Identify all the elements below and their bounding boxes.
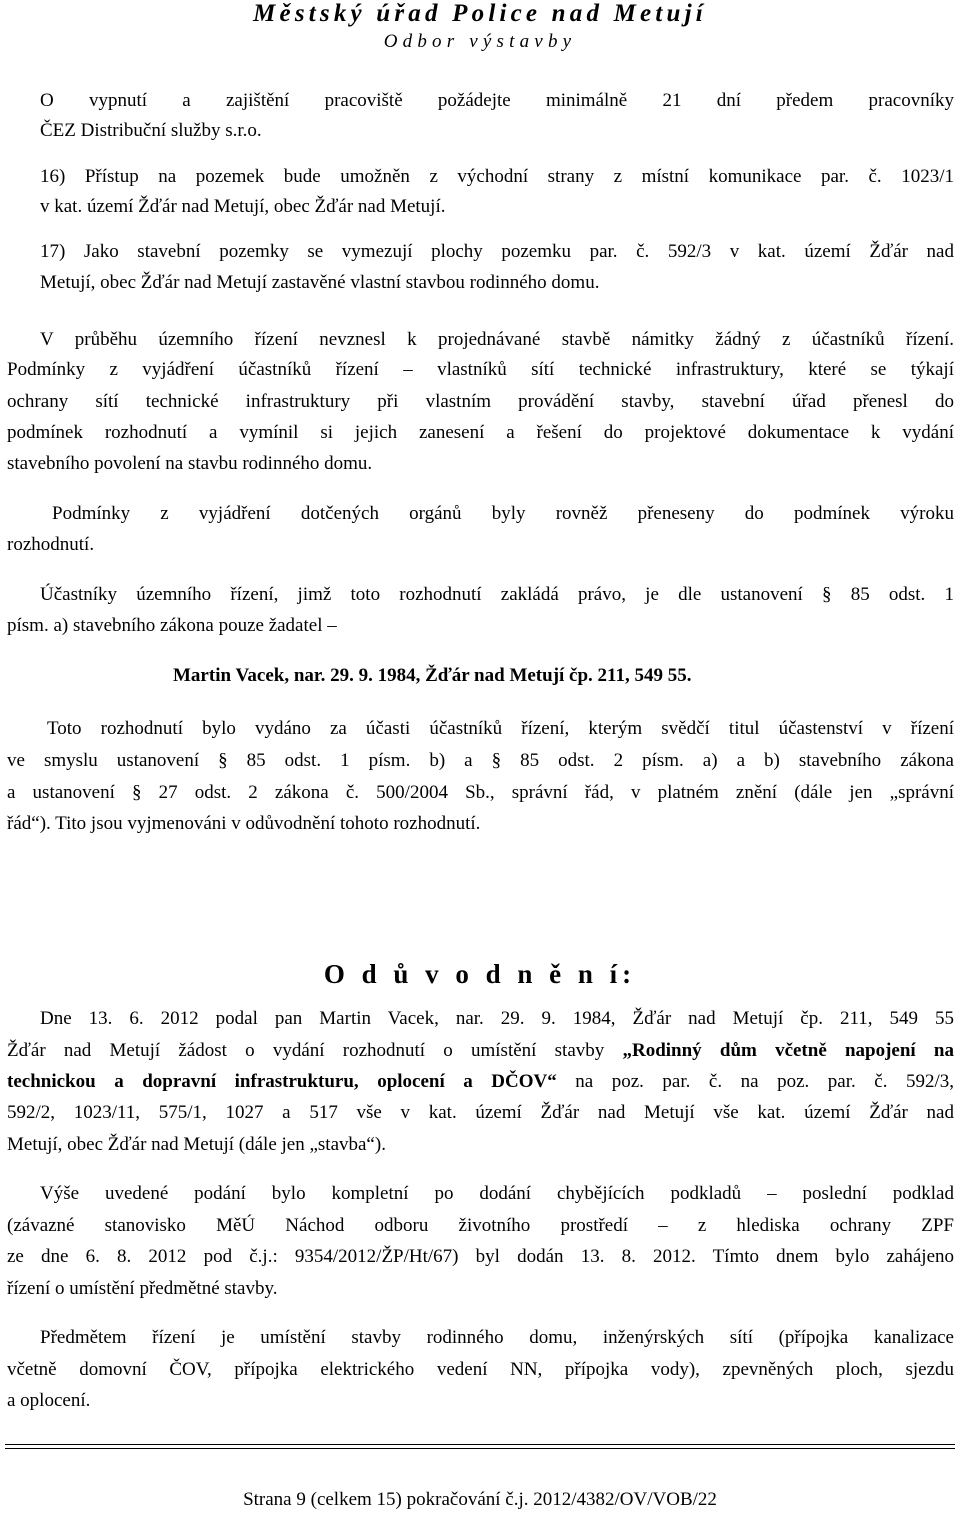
text-line xyxy=(7,1070,954,1094)
text-line: Podmínky z vyjádření dotčených orgánů byly rovněž přeneseny do podmínek výroku xyxy=(52,503,954,524)
text-line: řád“). Tito jsou vyjmenováni v odůvodnění tohoto rozhodnutí. xyxy=(7,813,481,834)
applicant-line: Martin Vacek, nar. 29. 9. 1984, Žďár nad Metují čp. 211, 549 55. xyxy=(173,665,692,686)
text-line xyxy=(7,1039,954,1063)
text-line: podmínek rozhodnutí a vymínil si jejich zanesení a řešení do projektové dokumentace k vydání xyxy=(7,422,954,443)
reasoning-heading: O d ů v o d n ě n í: xyxy=(323,959,637,989)
bold-span: technickou a dopravní infrastrukturu, oplocení a DČOV“ xyxy=(7,1071,557,1092)
page-footer: Strana 9 (celkem 15) pokračování č.j. 2012/4382/OV/VOB/22 xyxy=(243,1489,717,1510)
bold-span: „Rodinný dům včetně napojení na xyxy=(622,1040,954,1061)
text-line: rozhodnutí. xyxy=(7,534,95,555)
text-line: ve smyslu ustanovení § 85 odst. 1 písm. b) a § 85 odst. 2 písm. a) a b) stavebního zákona xyxy=(7,750,954,771)
text-line: ČEZ Distribuční služby s.r.o. xyxy=(40,120,262,141)
text-span: na poz. par. č. na poz. par. č. 592/3, xyxy=(556,1071,954,1092)
text-line: a ustanovení § 27 odst. 2 zákona č. 500/2004 Sb., správní řád, v platném znění (dále jen „správní xyxy=(7,782,954,803)
text-line: Účastníky územního řízení, jimž toto rozhodnutí zakládá právo, je dle ustanovení § 85 odst. 1 xyxy=(40,584,954,605)
text-line: 16) Přístup na pozemek bude umožněn z východní strany z místní komunikace par. č. 1023/1 xyxy=(40,166,954,187)
text-line: ochrany sítí technické infrastruktury při vlastním provádění stavby, stavební úřad přenesl do xyxy=(7,391,954,412)
text-line: 17) Jako stavební pozemky se vymezují plochy pozemku par. č. 592/3 v kat. území Žďár nad xyxy=(40,241,954,262)
text-line: písm. a) stavebního zákona pouze žadatel – xyxy=(7,615,337,636)
text-line: ze dne 6. 8. 2012 pod č.j.: 9354/2012/ŽP/Ht/67) byl dodán 13. 8. 2012. Tímto dnem bylo zahájeno xyxy=(7,1246,954,1267)
footer-divider xyxy=(5,1448,955,1449)
text-line: O vypnutí a zajištění pracoviště požádejte minimálně 21 dní předem pracovníky xyxy=(40,90,954,111)
department-subtitle: Odbor výstavby xyxy=(383,31,577,52)
text-line: 592/2, 1023/11, 575/1, 1027 a 517 vše v kat. území Žďár nad Metují vše kat. území Žďár nad xyxy=(7,1102,954,1123)
text-line: včetně domovní ČOV, přípojka elektrického vedení NN, přípojka vody), zpevněných ploch, sjezdu xyxy=(7,1359,954,1380)
text-line: a oplocení. xyxy=(7,1390,91,1411)
text-line: (závazné stanovisko MěÚ Náchod odboru životního prostředí – z hlediska ochrany ZPF xyxy=(7,1215,954,1236)
office-title: Městský úřad Police nad Metují xyxy=(253,0,707,27)
text-line: řízení o umístění předmětné stavby. xyxy=(7,1278,278,1299)
text-span: Žďár nad Metují žádost o vydání rozhodnutí o umístění stavby xyxy=(7,1040,623,1061)
text-line: stavebního povolení na stavbu rodinného domu. xyxy=(7,453,373,474)
text-line: Dne 13. 6. 2012 podal pan Martin Vacek, nar. 29. 9. 1984, Žďár nad Metují čp. 211, 549 55 xyxy=(40,1008,954,1029)
text-line: Výše uvedené podání bylo kompletní po dodání chybějících podkladů – poslední podklad xyxy=(40,1183,954,1204)
text-line: Toto rozhodnutí bylo vydáno za účasti účastníků řízení, kterým svědčí titul účastenství v řízení xyxy=(47,718,954,739)
text-line: Metují, obec Žďár nad Metují zastavěné vlastní stavbou rodinného domu. xyxy=(40,272,600,293)
text-line: Předmětem řízení je umístění stavby rodinného domu, inženýrských sítí (přípojka kanalizace xyxy=(40,1327,954,1348)
text-line: V průběhu územního řízení nevznesl k projednávané stavbě námitky žádný z účastníků řízení. xyxy=(40,329,954,350)
footer-divider xyxy=(5,1444,955,1445)
text-line: Metují, obec Žďár nad Metují (dále jen „stavba“). xyxy=(7,1134,386,1155)
text-line: v kat. území Žďár nad Metují, obec Žďár nad Metují. xyxy=(40,196,446,217)
text-line: Podmínky z vyjádření účastníků řízení – vlastníků sítí technické infrastruktury, které se týkají xyxy=(7,359,954,380)
